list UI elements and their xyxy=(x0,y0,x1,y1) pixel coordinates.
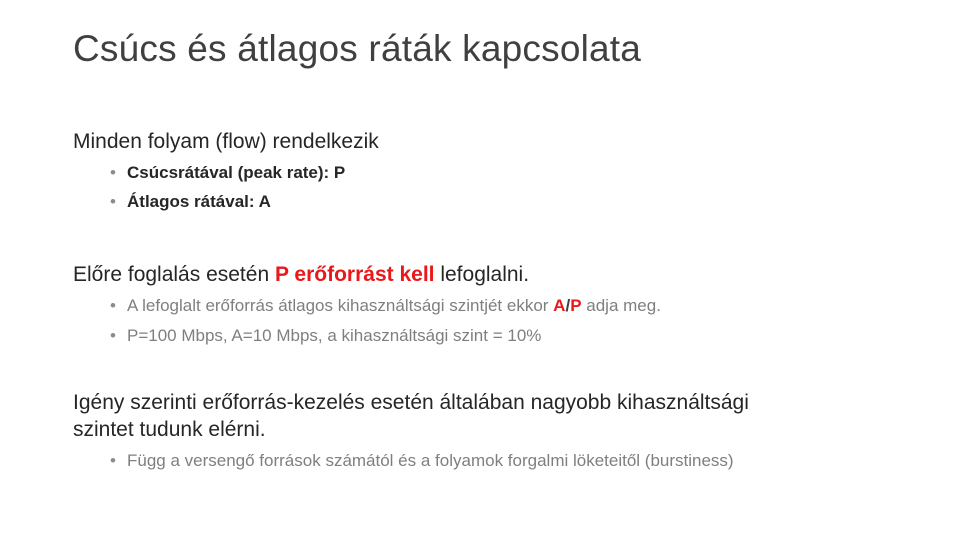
section3-bullet-1 xyxy=(110,450,734,472)
section2-bullet-2-text: P=100 Mbps, A=10 Mbps, a kihasználtsági szint = 10% xyxy=(127,326,542,345)
section3-heading-line1: Igény szerinti erőforrás-kezelés esetén általában nagyobb kihasználtsági xyxy=(73,391,749,414)
section2-bullet-1-P: P xyxy=(570,296,582,315)
section2-bullet-1-end: adja meg. xyxy=(581,296,661,315)
section1-bullet-2-text: Átlagos rátával: A xyxy=(127,192,271,211)
section2-bullet-1 xyxy=(110,295,661,317)
section2-bullet-1-A: A xyxy=(553,296,566,315)
section2-bullet-1-slash: / xyxy=(565,296,571,315)
bullet-glyph: • xyxy=(110,451,116,470)
section1-heading: Minden folyam (flow) rendelkezik xyxy=(73,130,379,153)
section1-bullet-1 xyxy=(110,162,345,184)
slide-title: Csúcs és átlagos ráták kapcsolata xyxy=(73,28,642,69)
section2-heading-text: Előre foglalás esetén xyxy=(73,263,275,286)
section3-heading-line2: szintet tudunk elérni. xyxy=(73,418,266,441)
section1-bullet-1-text: Csúcsrátával (peak rate): P xyxy=(127,163,346,182)
bullet-glyph: • xyxy=(110,326,116,345)
bullet-glyph: • xyxy=(110,192,116,211)
section2-heading-end: lefoglalni. xyxy=(434,263,530,286)
section2-bullet-2 xyxy=(110,325,541,347)
section2-bullet-1-text: A lefoglalt erőforrás átlagos kihasználtsági szintjét ekkor xyxy=(127,296,554,315)
bullet-glyph: • xyxy=(110,163,116,182)
section3-bullet-1-text: Függ a versengő források számától és a folyamok forgalmi löketeitől (burstiness) xyxy=(127,451,734,470)
section2-heading xyxy=(73,261,529,288)
section2-heading-highlight: P erőforrást kell xyxy=(274,263,435,286)
section1-bullet-2 xyxy=(110,191,271,213)
bullet-glyph: • xyxy=(110,296,116,315)
